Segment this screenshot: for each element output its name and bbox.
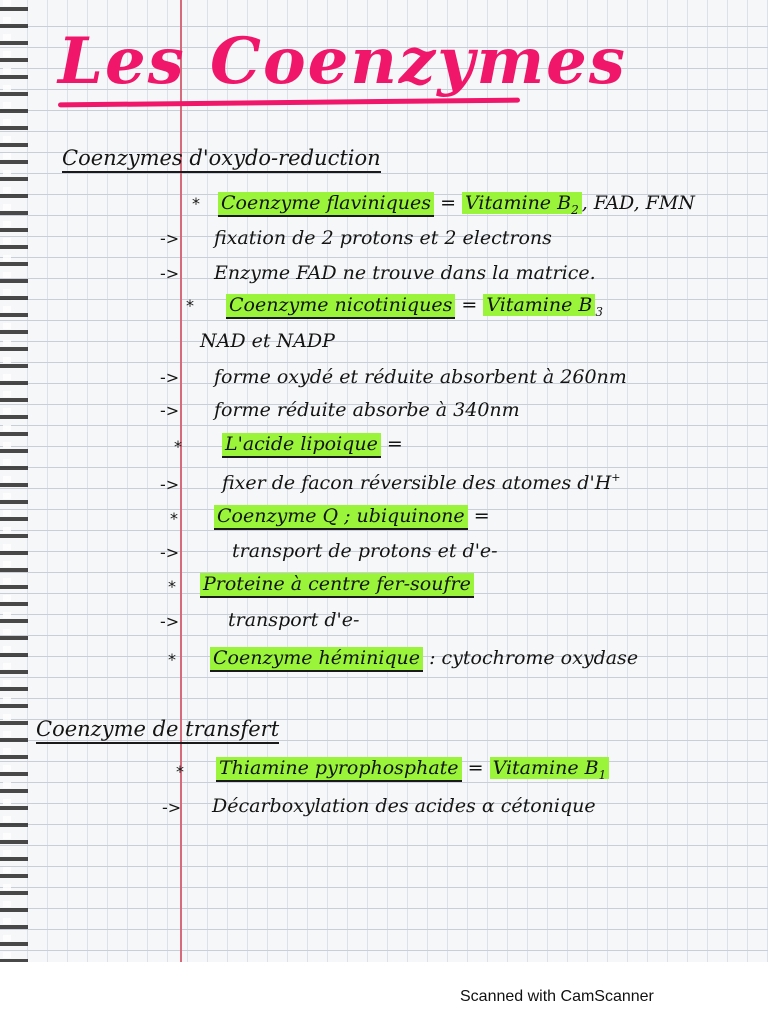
bullet-mark: * <box>174 437 182 456</box>
arrow-mark: -> <box>162 798 182 817</box>
section-heading-oxydo-reduction: Coenzymes d'oxydo-reduction <box>62 146 381 173</box>
thiamine-vitamin <box>490 757 610 782</box>
lipoic-detail-sup: + <box>611 471 621 484</box>
arrow-mark: -> <box>160 401 180 420</box>
line-iron-sulfur <box>200 573 474 595</box>
arrow-mark: -> <box>160 368 180 387</box>
nicotinic-equals: = <box>461 294 478 316</box>
lipoic-name: L'acide lipoique <box>222 433 381 458</box>
scanner-watermark: Scanned with CamScanner <box>460 988 654 1005</box>
thiamine-vitamin-sub: 1 <box>598 768 607 782</box>
bullet-mark: * <box>186 296 194 315</box>
flavin-equals: = <box>440 192 456 214</box>
nicotinic-name: Coenzyme nicotiniques <box>226 294 455 319</box>
bullet-mark: * <box>170 509 178 528</box>
spiral-binding <box>0 0 28 962</box>
arrow-mark: -> <box>160 229 180 248</box>
lipoic-detail-text: fixer de facon réversible des atomes d'H <box>222 472 612 494</box>
line-flavin <box>218 192 695 217</box>
flavin-vitamin <box>462 192 582 217</box>
title-underline <box>58 98 520 108</box>
bullet-mark: * <box>168 650 176 669</box>
thiamine-equals: = <box>467 757 484 779</box>
nicotinic-vitamin-sub: 3 <box>595 305 603 319</box>
flavin-name: Coenzyme flaviniques <box>218 192 434 217</box>
bullet-mark: * <box>192 194 200 213</box>
nicotinic-vitamin <box>483 294 595 316</box>
line-thiamine-detail: Décarboxylation des acides α cétonique <box>212 795 596 817</box>
line-nicotinic-detail-1: forme oxydé et réduite absorbent à 260nm <box>214 366 627 388</box>
thiamine-name: Thiamine pyrophosphate <box>216 757 462 782</box>
margin-line <box>180 0 182 962</box>
thiamine-vitamin-label: Vitamine B <box>492 757 599 779</box>
line-flavin-detail-2: Enzyme FAD ne trouve dans la matrice. <box>214 262 596 284</box>
iron-sulfur-name: Proteine à centre fer-soufre <box>200 573 474 598</box>
section-heading-transfert: Coenzyme de transfert <box>36 717 279 744</box>
line-coenzyme-q <box>214 505 490 527</box>
heminic-name: Coenzyme héminique <box>210 647 423 672</box>
line-iron-sulfur-detail: transport d'e- <box>228 609 360 631</box>
arrow-mark: -> <box>160 264 180 283</box>
line-nicotinic <box>226 294 603 319</box>
bullet-mark: * <box>168 577 176 596</box>
line-thiamine <box>216 757 609 782</box>
bullet-mark: * <box>176 762 184 781</box>
flavin-tail: , FAD, FMN <box>581 192 695 214</box>
line-coenzyme-q-detail: transport de protons et d'e- <box>232 540 498 562</box>
flavin-vitamin-sub: 2 <box>571 203 579 217</box>
heminic-tail: : cytochrome oxydase <box>429 647 639 669</box>
flavin-vitamin-label: Vitamine B <box>465 192 572 214</box>
line-lipoic-detail-1 <box>222 472 620 494</box>
line-heminic <box>210 647 638 669</box>
nicotinic-vitamin-label: Vitamine B <box>486 294 593 316</box>
line-lipoic <box>222 433 403 455</box>
line-flavin-detail-1: fixation de 2 protons et 2 electrons <box>214 227 552 249</box>
arrow-mark: -> <box>160 543 180 562</box>
coenzyme-q-equals: = <box>473 505 490 527</box>
coenzyme-q-name: Coenzyme Q ; ubiquinone <box>214 505 468 530</box>
page-title: Les Coenzymes <box>58 24 627 99</box>
arrow-mark: -> <box>160 612 180 631</box>
arrow-mark: -> <box>160 475 180 494</box>
lipoic-equals: = <box>386 433 403 455</box>
line-nicotinic-detail-2: forme réduite absorbe à 340nm <box>214 399 520 421</box>
line-nad-nadp: NAD et NADP <box>200 330 335 352</box>
